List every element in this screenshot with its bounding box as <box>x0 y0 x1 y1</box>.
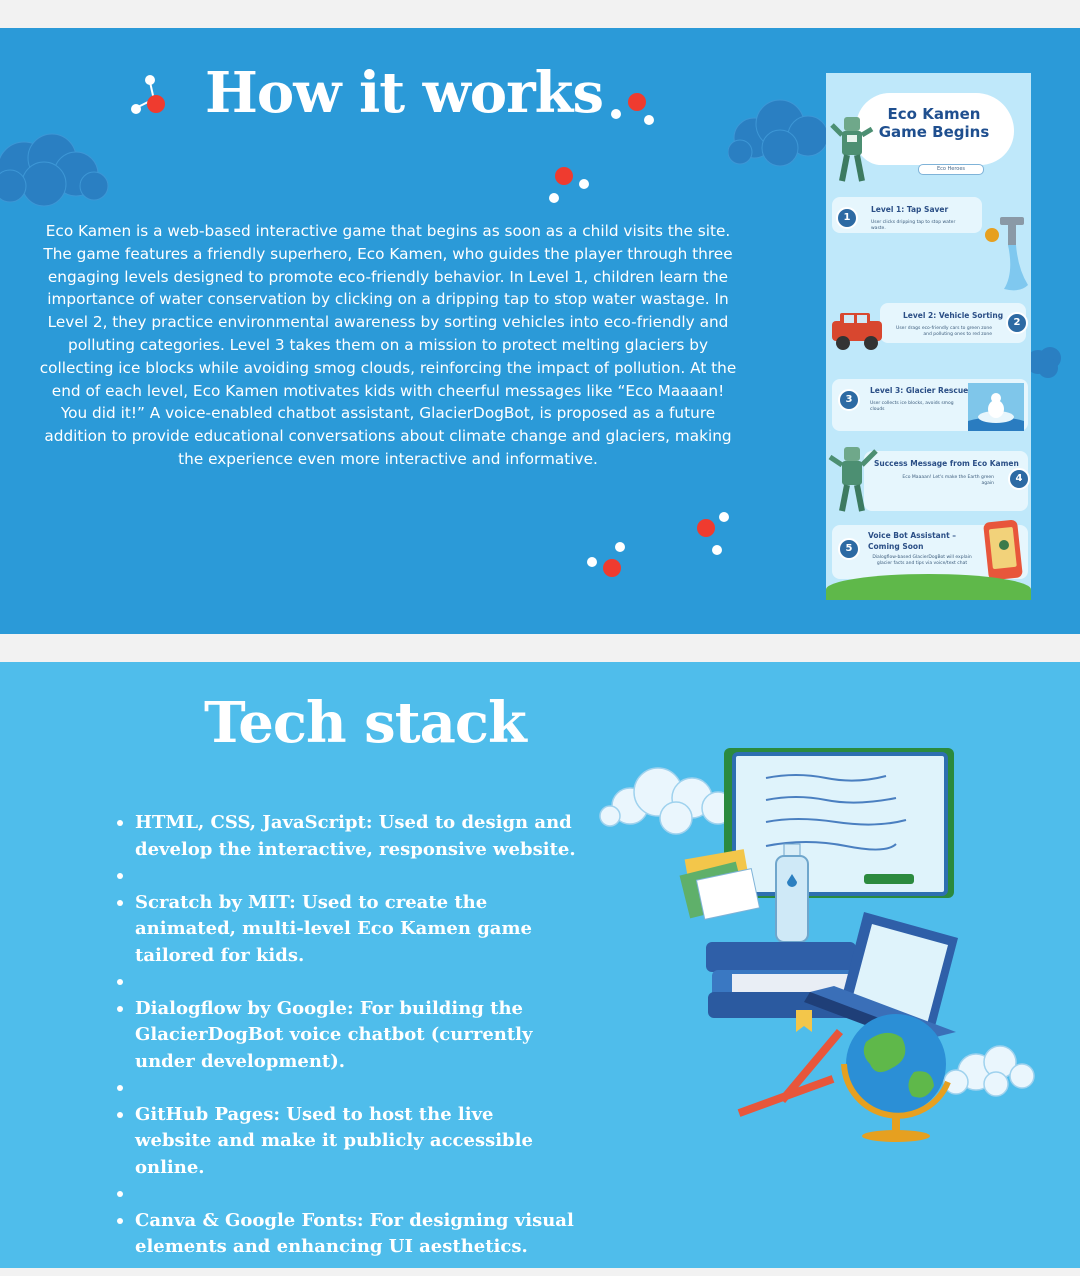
list-item-empty <box>116 1075 576 1102</box>
cloud-icon <box>600 768 734 834</box>
step-number-1: 1 <box>836 207 858 229</box>
step-desc-2: User drags eco-friendly cars to green zone and polluting ones to red zone <box>896 326 992 337</box>
list-item: Dialogflow by Google: For building the GlacierDogBot voice chatbot (currently under development). <box>116 996 576 1076</box>
infographic-card <box>826 73 1031 600</box>
how-it-works-section <box>0 28 1080 634</box>
section-title: Tech stack <box>204 690 526 756</box>
step-title-1: Level 1: Tap Saver <box>871 205 949 214</box>
phone-icon <box>982 519 1024 581</box>
tech-stack-list <box>116 810 576 1261</box>
description-text: Eco Kamen is a web-based interactive game that begins as soon as a child visits the site. The game features a friendly superhero, Eco Kamen, who guides the player through three engaging levels designed to promote eco-friendly behavior. In Level 1, children learn the importance of water conservation by clicking on a dripping tap to stop water wastage. In Level 2, they practice environmental awareness by sorting vehicles into eco-friendly and polluting categories. Level 3 takes them on a mission to protect melting glaciers by collecting ice blocks while avoiding smog clouds, reinforcing the impact of pollution. At the end of each level, Eco Kamen motivates kids with cheerful messages like “Eco Maaaan! You did it!” A voice-enabled chatbot assistant, GlacierDogBot, is proposed as a future addition to provide educational conversations about climate change and glaciers, making the experience even more interactive and informative. <box>39 222 737 468</box>
books-icon <box>706 942 864 1032</box>
tech-stack-section <box>0 662 1080 1268</box>
step-desc-3: User collects ice blocks, avoids smog clouds <box>870 401 954 412</box>
pencil-icon <box>738 1029 843 1117</box>
classroom-illustration <box>596 742 1036 1162</box>
tap-icon <box>984 213 1030 299</box>
step-title-3: Level 3: Glacier Rescue <box>870 386 969 395</box>
step-title-5: Voice Bot Assistant – Coming Soon <box>868 531 957 551</box>
molecule-icon <box>544 162 594 206</box>
list-item-empty <box>116 863 576 890</box>
polar-bear-icon <box>968 383 1024 431</box>
step-title-2: Level 2: Vehicle Sorting <box>903 311 1004 320</box>
step-desc-5: Dialogflow-based GlacierDogBot will explain glacier facts and tips via voice/text chat <box>872 555 972 566</box>
step-number-5: 5 <box>838 538 860 560</box>
list-item-empty <box>116 1181 576 1208</box>
whiteboard-icon <box>724 748 954 898</box>
step-desc-1: User clicks dripping tap to stop water waste. <box>871 220 956 231</box>
list-item: Scratch by MIT: Used to create the animated, multi-level Eco Kamen game tailored for kids. <box>116 890 576 970</box>
list-item: GitHub Pages: Used to host the live website and make it publicly accessible online. <box>116 1102 576 1182</box>
globe-icon <box>844 1014 948 1142</box>
superhero-icon <box>828 439 878 515</box>
list-item: Canva & Google Fonts: For designing visual elements and enhancing UI aesthetics. <box>116 1208 576 1261</box>
cloud-icon <box>944 1046 1034 1096</box>
molecule-icon <box>606 86 660 130</box>
list-item-empty <box>116 969 576 996</box>
section-title: How it works <box>205 60 603 126</box>
molecule-icon <box>690 508 734 558</box>
step-number-4: 4 <box>1008 468 1030 490</box>
superhero-icon <box>830 107 874 187</box>
cloud-icon <box>728 96 832 168</box>
step-number-3: 3 <box>838 389 860 411</box>
molecule-icon <box>128 72 172 120</box>
car-icon <box>828 309 886 353</box>
step-desc-4: Eco Maaaan! Let's make the Earth green again <box>902 475 994 486</box>
water-bottle-icon <box>776 844 808 942</box>
cloud-icon <box>0 128 114 210</box>
grass-strip <box>826 574 1031 600</box>
list-item: HTML, CSS, JavaScript: Used to design and develop the interactive, responsive website. <box>116 810 576 863</box>
step-title-4: Success Message from Eco Kamen <box>874 459 1019 468</box>
infographic-subtitle: Eco Heroes <box>918 164 984 175</box>
step-number-2: 2 <box>1006 312 1028 334</box>
molecule-icon <box>582 538 632 584</box>
infographic-title: Eco Kamen Game Begins <box>878 105 990 141</box>
